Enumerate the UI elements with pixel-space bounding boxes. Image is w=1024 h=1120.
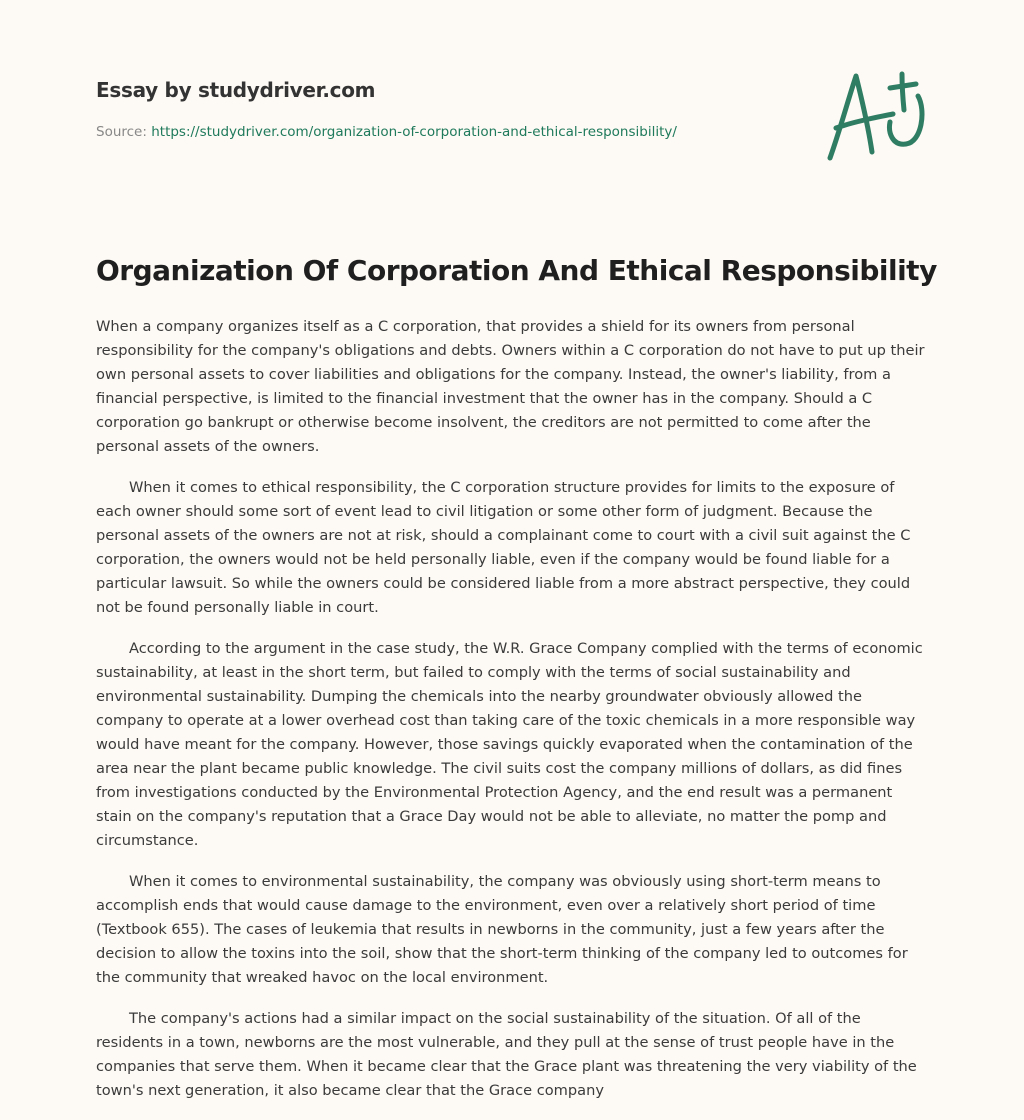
paragraph-line: accomplish ends that would cause damage to the environment, even over a relatively short period of time [96, 897, 876, 914]
paragraph-line: responsibility for the company's obligations and debts. Owners within a C corporation do not have to put up their [96, 342, 925, 359]
paragraph-line: would have meant for the company. However, those savings quickly evaporated when the contamination of the [96, 736, 913, 753]
paragraph-line: sustainability, at least in the short term, but failed to comply with the terms of social sustainability and [96, 664, 851, 681]
paragraph-line: personal assets of the owners are not at risk, should a complainant come to court with a civil suit against the C [96, 527, 911, 544]
paragraph-line: stain on the company's reputation that a Grace Day would not be able to alleviate, no matter the pomp and [96, 808, 887, 825]
essay-paragraph [96, 870, 946, 990]
paragraph-line: company to operate at a lower overhead cost than taking care of the toxic chemicals in a more responsible way [96, 712, 916, 729]
essay-paragraph [96, 476, 946, 620]
essay-body [96, 315, 946, 1120]
paragraph-line: corporation go bankrupt or otherwise become insolvent, the creditors are not permitted to come after the [96, 414, 871, 431]
paragraph-line: circumstance. [96, 832, 199, 849]
essay-title: Organization Of Corporation And Ethical Responsibility [96, 254, 937, 287]
essay-paragraph [96, 1007, 946, 1103]
paragraph-line: each owner should some sort of event lead to civil litigation or some other form of judgment. Because the [96, 503, 873, 520]
paragraph-line: town's next generation, it also became clear that the Grace company [96, 1082, 604, 1099]
essay-paragraph [96, 637, 946, 853]
paragraph-line: (Textbook 655). The cases of leukemia that results in newborns in the community, just a few years after the [96, 921, 885, 938]
a-plus-logo-icon [818, 70, 928, 165]
source-label: Source: [96, 124, 147, 140]
paragraph-line: not be found personally liable in court. [96, 599, 379, 616]
paragraph-line: The company's actions had a similar impact on the social sustainability of the situation. Of all of the [129, 1010, 861, 1027]
paragraph-line: from investigations conducted by the Environmental Protection Agency, and the end result was a permanent [96, 784, 893, 801]
paragraph-line: own personal assets to cover liabilities and obligations for the company. Instead, the owner's liability, from a [96, 366, 891, 383]
site-brand: Essay by studydriver.com [96, 78, 376, 102]
paragraph-line: companies that serve them. When it became clear that the Grace plant was threatening the very viability of the [96, 1058, 917, 1075]
paragraph-line: personal assets of the owners. [96, 438, 320, 455]
paragraph-line: When it comes to environmental sustainability, the company was obviously using short-term means to [129, 873, 881, 890]
source-line [96, 124, 677, 140]
paragraph-line: particular lawsuit. So while the owners could be considered liable from a more abstract perspective, they could [96, 575, 911, 592]
paragraph-line: the community that wreaked havoc on the local environment. [96, 969, 549, 986]
paragraph-line: According to the argument in the case study, the W.R. Grace Company complied with the terms of economic [129, 640, 923, 657]
paragraph-line: When it comes to ethical responsibility, the C corporation structure provides for limits to the exposure of [129, 479, 895, 496]
source-link[interactable]: https://studydriver.com/organization-of-corporation-and-ethical-responsibility/ [151, 124, 677, 140]
paragraph-line: environmental sustainability. Dumping the chemicals into the nearby groundwater obviously allowed the [96, 688, 862, 705]
paragraph-line: corporation, the owners would not be held personally liable, even if the company would be found liable for a [96, 551, 890, 568]
paragraph-line: When a company organizes itself as a C corporation, that provides a shield for its owners from personal [96, 318, 855, 335]
essay-paragraph [96, 315, 946, 459]
paragraph-line: area near the plant became public knowledge. The civil suits cost the company millions of dollars, as did fines [96, 760, 903, 777]
paragraph-line: financial perspective, is limited to the financial investment that the owner has in the company. Should a C [96, 390, 873, 407]
paragraph-line: decision to allow the toxins into the soil, show that the short-term thinking of the company led to outcomes for [96, 945, 908, 962]
paragraph-line: residents in a town, newborns are the most vulnerable, and they pull at the sense of trust people have in the [96, 1034, 895, 1051]
